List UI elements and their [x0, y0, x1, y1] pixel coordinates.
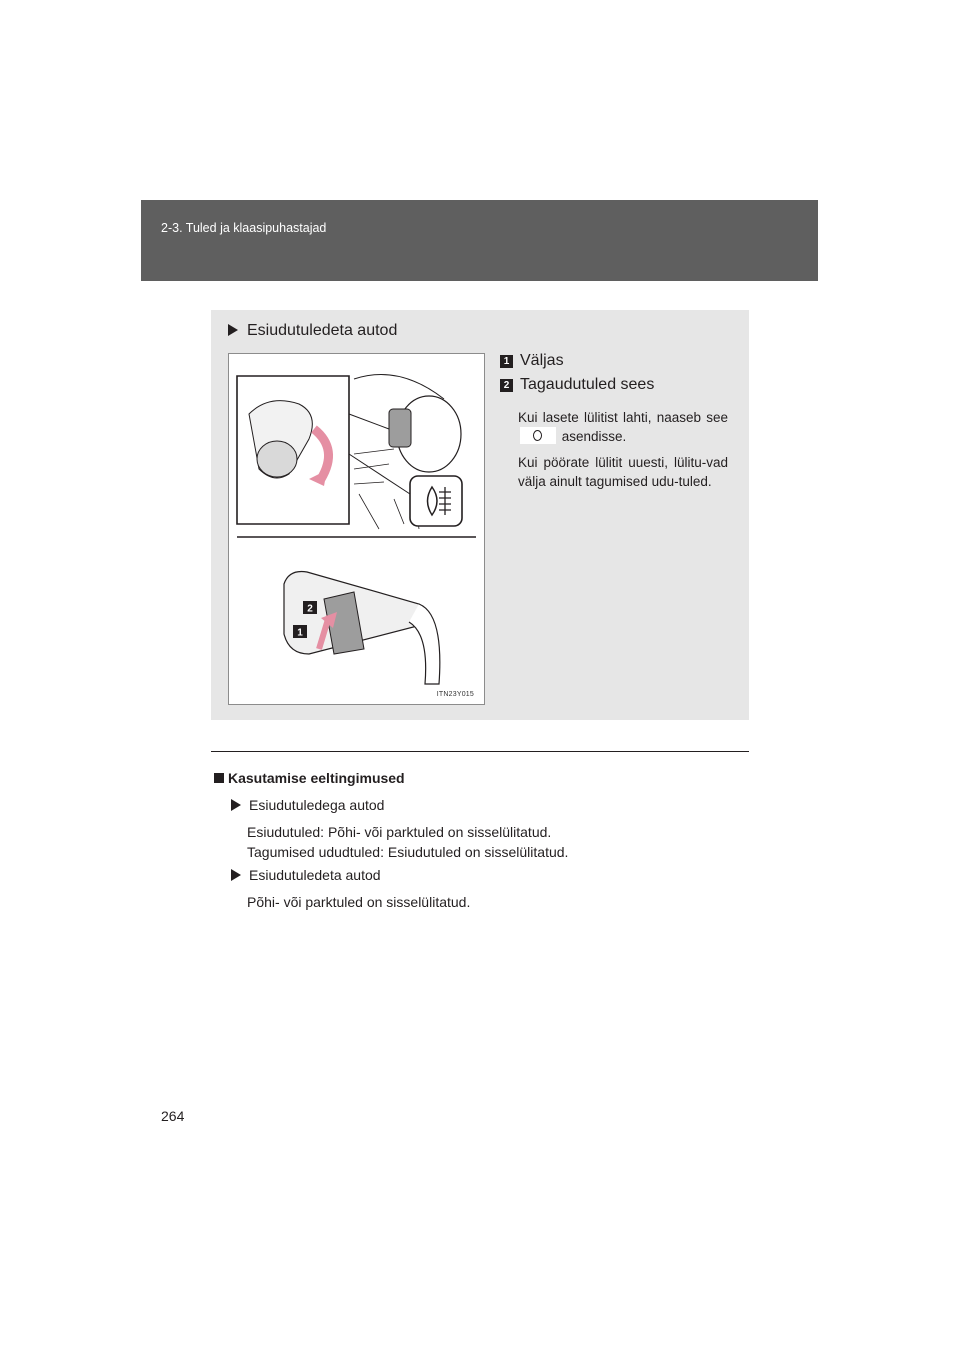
number-badge-1: 1	[500, 355, 513, 368]
dashboard-lines	[354, 449, 394, 484]
block-2-heading	[231, 867, 381, 883]
page-number: 264	[161, 1108, 185, 1124]
figure-badge-2-text: 2	[307, 603, 313, 615]
note-rotate: Kui pöörate lülitit uuesti, lülitu-vad välja ainult tagumised udu-tuled.	[518, 455, 728, 489]
off-position-icon	[533, 430, 542, 441]
panel-heading	[228, 322, 397, 340]
block-1-line-2: Tagumised ududtuled: Esiudutuled on sisselülitatud.	[247, 844, 569, 860]
off-position-symbol	[520, 427, 556, 444]
item-2-label: Tagaudutuled sees	[520, 376, 655, 393]
figure-code: ITN23Y015	[436, 691, 474, 698]
stalk-base	[409, 604, 440, 684]
switch-lever	[389, 409, 411, 447]
switch-knob	[257, 441, 297, 477]
block-1-line-1: Esiudutuled: Põhi- või parktuled on sisselülitatud.	[247, 824, 552, 840]
block-1-heading-text: Esiudutuledega autod	[249, 797, 385, 813]
switch-drawing	[229, 354, 484, 704]
block-1-text	[247, 822, 568, 862]
steering-wheel-outline	[354, 375, 444, 400]
illustration-panel	[211, 310, 749, 720]
note-release-text-before: Kui lasete lülitist lahti, naaseb see	[518, 410, 728, 425]
block-2-text	[247, 892, 470, 912]
triangle-bullet-icon	[231, 869, 241, 881]
triangle-bullet-icon	[231, 799, 241, 811]
fog-light-switch-illustration	[228, 353, 485, 705]
chapter-title: 2-3. Tuled ja klaasipuhastajad	[161, 221, 327, 235]
section-title-text: Kasutamise eeltingimused	[228, 770, 405, 786]
number-badge-2: 2	[500, 379, 513, 392]
rear-fog-symbol-frame	[410, 476, 462, 526]
note-release-text-after: asendisse.	[561, 429, 627, 444]
block-2-line-1: Põhi- või parktuled on sisselülitatud.	[247, 894, 471, 910]
item-1-label: Väljas	[520, 352, 564, 369]
section-title	[214, 770, 405, 786]
block-2-heading-text: Esiudutuledeta autod	[249, 867, 381, 883]
triangle-bullet-icon	[228, 324, 238, 336]
item-1	[500, 352, 564, 370]
section-divider	[211, 751, 749, 752]
chapter-header-bar	[141, 200, 818, 281]
panel-heading-text: Esiudutuledeta autod	[247, 322, 398, 339]
block-1-heading	[231, 797, 384, 813]
item-2	[500, 376, 654, 394]
note-release	[518, 408, 728, 446]
square-bullet-icon	[214, 773, 224, 783]
figure-badge-1-text: 1	[297, 627, 303, 639]
